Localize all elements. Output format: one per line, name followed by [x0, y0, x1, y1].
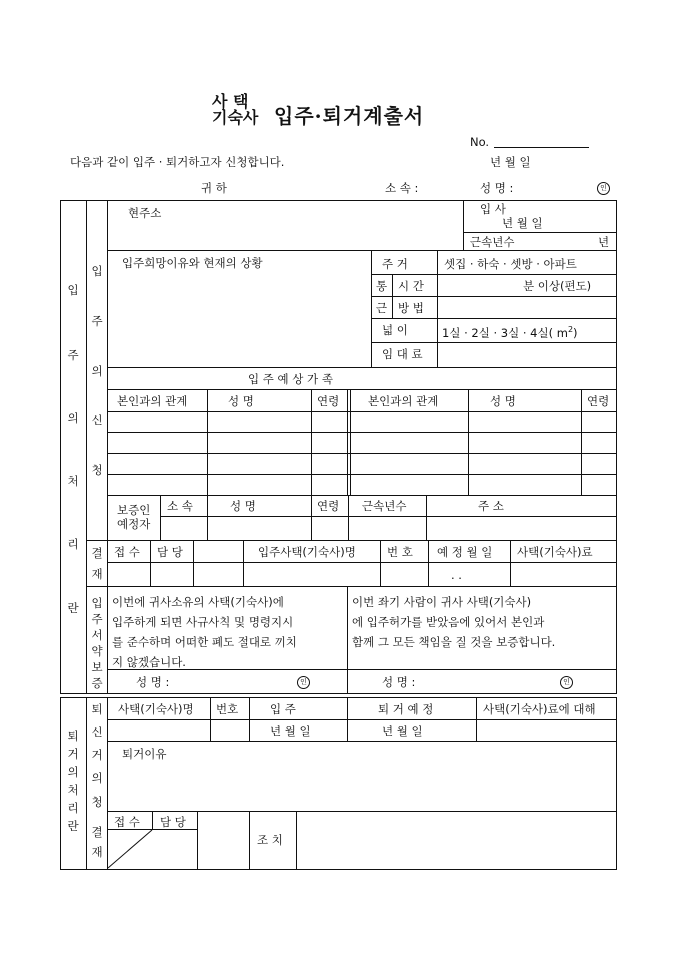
title-gisuksa: 기숙사 — [212, 108, 259, 127]
area-label: 넓 이 — [382, 323, 408, 337]
seal-mark: 인 — [597, 181, 610, 195]
area-value: 1실 · 2실 · 3실 · 4실( $m^2$) — [442, 325, 578, 340]
page-title: 입주·퇴거계출서 — [274, 104, 425, 128]
no-label: No. — [470, 135, 490, 149]
side-main-char-5: 리 — [67, 537, 79, 551]
pledge-left-text: 이번에 귀사소유의 사택(기숙사)에 입주하게 되면 사규사칙 및 명령지시 를 준수하며 어떠한 폐도 절대로 끼치 지 않겠습니다. — [112, 595, 297, 669]
side-main-char-1: 입 — [67, 283, 79, 297]
leave-section-border — [61, 698, 617, 870]
title-sataek: 사 택 — [212, 92, 249, 111]
current-address-label: 현주소 — [128, 206, 162, 220]
action-label: 조 치 — [257, 833, 283, 847]
leave-reason-label: 퇴거이유 — [122, 747, 167, 761]
addressee: 귀 하 — [201, 181, 227, 195]
housing-options: 셋집 · 하숙 · 셋방 · 아파트 — [444, 257, 577, 271]
intro-text: 다음과 같이 입주 · 퇴거하고자 신청합니다. — [70, 155, 285, 169]
hire-label: 입 사 — [480, 202, 506, 216]
side-main-char-4: 처 — [67, 474, 79, 488]
date-line: 년 월 일 — [490, 155, 531, 169]
side-main-char-2: 주 — [67, 348, 79, 362]
name-label: 성 명 : — [480, 181, 514, 195]
housing-label: 주 거 — [382, 257, 408, 271]
side-main-char-3: 의 — [67, 411, 79, 425]
rent-label: 임 대 료 — [382, 347, 423, 361]
service-years-unit: 년 — [598, 235, 610, 249]
pledge-right-text: 이번 좌기 사람이 귀사 사택(기숙사) 에 입주허가를 받았음에 있어서 본인과 함께 그 모든 책임을 질 것을 보증합니다. — [352, 595, 556, 649]
commute-time: 분 이상(편도) — [523, 279, 592, 293]
affiliation-label: 소 속 : — [385, 181, 419, 195]
hire-date: 년 월 일 — [502, 216, 543, 230]
side-main-char-6: 란 — [67, 601, 79, 615]
service-years-label: 근속년수 — [470, 235, 515, 249]
reason-label: 입주희망이유와 현재의 상황 — [122, 256, 263, 270]
family-header: 입 주 예 상 가 족 — [248, 372, 333, 386]
